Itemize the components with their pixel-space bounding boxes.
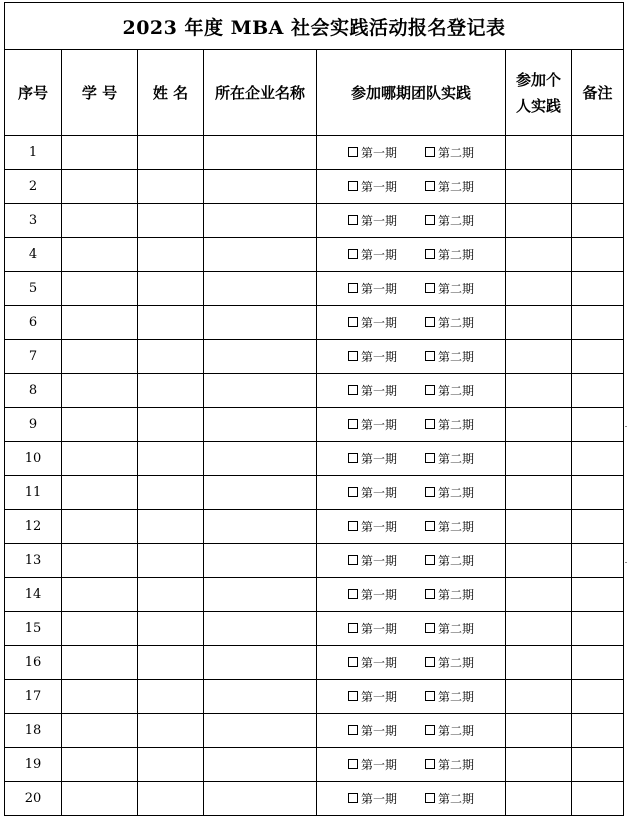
phase1-label: 第一期: [360, 723, 397, 738]
remarks-cell[interactable]: [572, 170, 624, 204]
table-row: [5, 578, 624, 612]
checkbox-icon: [348, 215, 358, 225]
company-cell[interactable]: [204, 578, 317, 612]
form-title: 2023 年度 MBA 社会实践活动报名登记表: [5, 3, 624, 50]
phase2-checkbox[interactable]: [425, 212, 474, 229]
team-phase-cell: [317, 374, 506, 408]
remarks-cell[interactable]: [572, 306, 624, 340]
student-id-cell[interactable]: [62, 340, 138, 374]
checkbox-icon: [425, 555, 435, 565]
student-id-cell[interactable]: [62, 782, 138, 816]
individual-cell[interactable]: [506, 306, 572, 340]
team-phase-cell: [317, 578, 506, 612]
student-id-cell[interactable]: [62, 306, 138, 340]
phase1-label: 第一期: [360, 689, 397, 704]
student-id-cell[interactable]: [62, 544, 138, 578]
name-cell[interactable]: [138, 578, 204, 612]
phase1-label: 第一期: [360, 519, 397, 534]
table-row: [5, 340, 624, 374]
phase2-label: 第二期: [438, 553, 475, 568]
checkbox-icon: [348, 725, 358, 735]
company-cell[interactable]: [204, 170, 317, 204]
row-number: 8: [5, 374, 62, 408]
company-cell[interactable]: [204, 748, 317, 782]
phase2-label: 第二期: [438, 315, 475, 330]
checkbox-icon: [425, 147, 435, 157]
table-row: [5, 680, 624, 714]
checkbox-icon: [425, 453, 435, 463]
phase2-label: 第二期: [438, 791, 475, 806]
team-phase-cell: [317, 782, 506, 816]
phase1-checkbox[interactable]: [348, 484, 397, 501]
remarks-cell[interactable]: [572, 136, 624, 170]
phase2-checkbox[interactable]: [425, 654, 474, 671]
phase1-label: 第一期: [360, 655, 397, 670]
phase2-label: 第二期: [438, 689, 475, 704]
remarks-cell[interactable]: [572, 782, 624, 816]
team-phase-cell: [317, 238, 506, 272]
table-row: [5, 442, 624, 476]
phase1-checkbox[interactable]: [348, 586, 397, 603]
phase2-label: 第二期: [438, 247, 475, 262]
name-cell[interactable]: [138, 408, 204, 442]
name-cell[interactable]: [138, 170, 204, 204]
company-cell[interactable]: [204, 306, 317, 340]
row-number: 6: [5, 306, 62, 340]
row-number: 17: [5, 680, 62, 714]
student-id-cell[interactable]: [62, 408, 138, 442]
phase1-label: 第一期: [360, 315, 397, 330]
student-id-cell[interactable]: [62, 714, 138, 748]
row-number: 16: [5, 646, 62, 680]
form-rows: [5, 136, 624, 816]
individual-cell[interactable]: [506, 476, 572, 510]
team-phase-cell: [317, 680, 506, 714]
company-cell[interactable]: [204, 204, 317, 238]
checkbox-icon: [348, 589, 358, 599]
registration-form: [4, 2, 623, 816]
checkbox-icon: [425, 589, 435, 599]
company-cell[interactable]: [204, 476, 317, 510]
student-id-cell[interactable]: [62, 238, 138, 272]
table-row: [5, 714, 624, 748]
header-row: [5, 50, 624, 136]
header-team-phase: 参加哪期团队实践: [317, 50, 506, 136]
company-cell[interactable]: [204, 544, 317, 578]
name-cell[interactable]: [138, 136, 204, 170]
table-row: [5, 476, 624, 510]
phase2-label: 第二期: [438, 213, 475, 228]
name-cell[interactable]: [138, 782, 204, 816]
table-row: [5, 782, 624, 816]
individual-cell[interactable]: [506, 748, 572, 782]
table-row: [5, 238, 624, 272]
phase1-label: 第一期: [360, 621, 397, 636]
checkbox-icon: [348, 351, 358, 361]
phase2-checkbox[interactable]: [425, 722, 474, 739]
phase1-checkbox[interactable]: [348, 416, 397, 433]
phase1-checkbox[interactable]: [348, 688, 397, 705]
remarks-cell[interactable]: [572, 442, 624, 476]
table-row: [5, 272, 624, 306]
remarks-cell[interactable]: [572, 272, 624, 306]
phase1-label: 第一期: [360, 757, 397, 772]
name-cell[interactable]: [138, 612, 204, 646]
phase1-label: 第一期: [360, 213, 397, 228]
row-number: 15: [5, 612, 62, 646]
individual-cell[interactable]: [506, 612, 572, 646]
checkbox-icon: [425, 725, 435, 735]
phase1-checkbox[interactable]: [348, 246, 397, 263]
phase2-checkbox[interactable]: [425, 620, 474, 637]
name-cell[interactable]: [138, 204, 204, 238]
checkbox-icon: [348, 793, 358, 803]
company-cell[interactable]: [204, 238, 317, 272]
remarks-cell[interactable]: [572, 680, 624, 714]
header-individual: [506, 50, 572, 136]
individual-cell[interactable]: [506, 510, 572, 544]
row-number: 20: [5, 782, 62, 816]
phase1-checkbox[interactable]: [348, 756, 397, 773]
checkbox-icon: [425, 351, 435, 361]
phase2-label: 第二期: [438, 179, 475, 194]
phase1-label: 第一期: [360, 791, 397, 806]
team-phase-cell: [317, 646, 506, 680]
student-id-cell[interactable]: [62, 510, 138, 544]
remarks-cell[interactable]: [572, 204, 624, 238]
individual-cell[interactable]: [506, 204, 572, 238]
phase2-label: 第二期: [438, 655, 475, 670]
table-row: [5, 204, 624, 238]
remarks-cell[interactable]: [572, 646, 624, 680]
phase1-checkbox[interactable]: [348, 450, 397, 467]
team-phase-cell: [317, 136, 506, 170]
checkbox-icon: [425, 657, 435, 667]
company-cell[interactable]: [204, 510, 317, 544]
company-cell[interactable]: [204, 442, 317, 476]
team-phase-cell: [317, 170, 506, 204]
student-id-cell[interactable]: [62, 136, 138, 170]
row-number: 2: [5, 170, 62, 204]
name-cell[interactable]: [138, 238, 204, 272]
name-cell[interactable]: [138, 748, 204, 782]
student-id-cell[interactable]: [62, 578, 138, 612]
name-cell[interactable]: [138, 272, 204, 306]
checkbox-icon: [425, 419, 435, 429]
checkbox-icon: [348, 487, 358, 497]
phase2-checkbox[interactable]: [425, 484, 474, 501]
phase1-label: 第一期: [360, 247, 397, 262]
row-number: 13: [5, 544, 62, 578]
name-cell[interactable]: [138, 374, 204, 408]
student-id-cell[interactable]: [62, 272, 138, 306]
row-number: 14: [5, 578, 62, 612]
checkbox-icon: [425, 759, 435, 769]
company-cell[interactable]: [204, 680, 317, 714]
phase2-label: 第二期: [438, 723, 475, 738]
individual-cell[interactable]: [506, 714, 572, 748]
checkbox-icon: [348, 759, 358, 769]
remarks-cell[interactable]: [572, 374, 624, 408]
phase1-checkbox[interactable]: [348, 348, 397, 365]
header-remarks: 备注: [572, 50, 624, 136]
table-row: [5, 646, 624, 680]
checkbox-icon: [425, 691, 435, 701]
individual-cell[interactable]: [506, 782, 572, 816]
company-cell[interactable]: [204, 340, 317, 374]
header-company: 所在企业名称: [204, 50, 317, 136]
phase2-label: 第二期: [438, 451, 475, 466]
checkbox-icon: [348, 691, 358, 701]
header-name: 姓 名: [138, 50, 204, 136]
student-id-cell[interactable]: [62, 680, 138, 714]
phase1-label: 第一期: [360, 553, 397, 568]
row-number: 12: [5, 510, 62, 544]
name-cell[interactable]: [138, 646, 204, 680]
phase1-label: 第一期: [360, 145, 397, 160]
company-cell[interactable]: [204, 136, 317, 170]
phase2-checkbox[interactable]: [425, 280, 474, 297]
name-cell[interactable]: [138, 510, 204, 544]
individual-cell[interactable]: [506, 408, 572, 442]
company-cell[interactable]: [204, 646, 317, 680]
table-row: [5, 306, 624, 340]
row-number: 4: [5, 238, 62, 272]
company-cell[interactable]: [204, 408, 317, 442]
phase2-checkbox[interactable]: [425, 518, 474, 535]
individual-cell[interactable]: [506, 374, 572, 408]
phase2-checkbox[interactable]: [425, 688, 474, 705]
team-phase-cell: [317, 340, 506, 374]
individual-cell[interactable]: [506, 170, 572, 204]
individual-cell[interactable]: [506, 238, 572, 272]
phase2-checkbox[interactable]: [425, 314, 474, 331]
checkbox-icon: [425, 215, 435, 225]
checkbox-icon: [348, 555, 358, 565]
name-cell[interactable]: [138, 306, 204, 340]
checkbox-icon: [425, 487, 435, 497]
individual-cell[interactable]: [506, 272, 572, 306]
table-row: [5, 136, 624, 170]
phase1-label: 第一期: [360, 179, 397, 194]
checkbox-icon: [348, 317, 358, 327]
student-id-cell[interactable]: [62, 612, 138, 646]
row-number: 7: [5, 340, 62, 374]
student-id-cell[interactable]: [62, 170, 138, 204]
header-individual-label: 参加个人实践: [515, 70, 561, 115]
student-id-cell[interactable]: [62, 476, 138, 510]
team-phase-cell: [317, 544, 506, 578]
team-phase-cell: [317, 476, 506, 510]
individual-cell[interactable]: [506, 544, 572, 578]
student-id-cell[interactable]: [62, 442, 138, 476]
student-id-cell[interactable]: [62, 646, 138, 680]
name-cell[interactable]: [138, 476, 204, 510]
table-row: [5, 544, 624, 578]
checkbox-icon: [425, 317, 435, 327]
checkbox-icon: [425, 385, 435, 395]
checkbox-icon: [348, 623, 358, 633]
phase2-checkbox[interactable]: [425, 348, 474, 365]
phase2-label: 第二期: [438, 587, 475, 602]
table-row: [5, 748, 624, 782]
phase2-label: 第二期: [438, 281, 475, 296]
row-number: 18: [5, 714, 62, 748]
table-row: [5, 612, 624, 646]
checkbox-icon: [348, 419, 358, 429]
phase2-label: 第二期: [438, 621, 475, 636]
header-student-id: 学 号: [62, 50, 138, 136]
remarks-cell[interactable]: [572, 544, 624, 578]
name-cell[interactable]: [138, 680, 204, 714]
phase2-checkbox[interactable]: [425, 450, 474, 467]
team-phase-cell: [317, 408, 506, 442]
phase2-label: 第二期: [438, 349, 475, 364]
individual-cell[interactable]: [506, 680, 572, 714]
phase2-checkbox[interactable]: [425, 790, 474, 807]
phase1-checkbox[interactable]: [348, 144, 397, 161]
checkbox-icon: [348, 147, 358, 157]
individual-cell[interactable]: [506, 136, 572, 170]
checkbox-icon: [425, 249, 435, 259]
phase1-label: 第一期: [360, 349, 397, 364]
row-number: 11: [5, 476, 62, 510]
remarks-cell[interactable]: [572, 578, 624, 612]
phase1-checkbox[interactable]: [348, 654, 397, 671]
checkbox-icon: [348, 181, 358, 191]
phase1-checkbox[interactable]: [348, 212, 397, 229]
header-seq: 序号: [5, 50, 62, 136]
phase2-checkbox[interactable]: [425, 382, 474, 399]
team-phase-cell: [317, 306, 506, 340]
phase1-label: 第一期: [360, 587, 397, 602]
team-phase-cell: [317, 510, 506, 544]
remarks-cell[interactable]: [572, 612, 624, 646]
name-cell[interactable]: [138, 544, 204, 578]
remarks-cell[interactable]: [572, 476, 624, 510]
individual-cell[interactable]: [506, 578, 572, 612]
checkbox-icon: [348, 283, 358, 293]
checkbox-icon: [425, 793, 435, 803]
table-row: [5, 510, 624, 544]
company-cell[interactable]: [204, 272, 317, 306]
phase1-checkbox[interactable]: [348, 722, 397, 739]
individual-cell[interactable]: [506, 646, 572, 680]
remarks-cell[interactable]: [572, 714, 624, 748]
remarks-cell[interactable]: [572, 340, 624, 374]
phase1-label: 第一期: [360, 383, 397, 398]
phase1-label: 第一期: [360, 451, 397, 466]
remarks-cell[interactable]: [572, 748, 624, 782]
phase2-checkbox[interactable]: [425, 246, 474, 263]
phase2-label: 第二期: [438, 519, 475, 534]
phase2-label: 第二期: [438, 417, 475, 432]
row-number: 10: [5, 442, 62, 476]
checkbox-icon: [348, 657, 358, 667]
team-phase-cell: [317, 714, 506, 748]
checkbox-icon: [348, 453, 358, 463]
checkbox-icon: [425, 181, 435, 191]
phase2-checkbox[interactable]: [425, 756, 474, 773]
checkbox-icon: [425, 521, 435, 531]
phase2-checkbox[interactable]: [425, 178, 474, 195]
company-cell[interactable]: [204, 782, 317, 816]
phase2-checkbox[interactable]: [425, 552, 474, 569]
phase1-label: 第一期: [360, 281, 397, 296]
phase2-label: 第二期: [438, 757, 475, 772]
individual-cell[interactable]: [506, 442, 572, 476]
row-number: 5: [5, 272, 62, 306]
phase2-checkbox[interactable]: [425, 416, 474, 433]
table-row: [5, 170, 624, 204]
phase1-checkbox[interactable]: [348, 280, 397, 297]
remarks-cell[interactable]: [572, 238, 624, 272]
student-id-cell[interactable]: [62, 374, 138, 408]
individual-cell[interactable]: [506, 340, 572, 374]
phase1-checkbox[interactable]: [348, 620, 397, 637]
team-phase-cell: [317, 442, 506, 476]
phase2-checkbox[interactable]: [425, 144, 474, 161]
company-cell[interactable]: [204, 714, 317, 748]
phase1-checkbox[interactable]: [348, 518, 397, 535]
checkbox-icon: [348, 249, 358, 259]
checkbox-icon: [425, 623, 435, 633]
checkbox-icon: [425, 283, 435, 293]
team-phase-cell: [317, 612, 506, 646]
phase1-checkbox[interactable]: [348, 382, 397, 399]
row-number: 3: [5, 204, 62, 238]
phase1-label: 第一期: [360, 485, 397, 500]
team-phase-cell: [317, 204, 506, 238]
company-cell[interactable]: [204, 374, 317, 408]
phase1-checkbox[interactable]: [348, 552, 397, 569]
registration-table: [4, 2, 624, 816]
remarks-cell[interactable]: [572, 408, 624, 442]
name-cell[interactable]: [138, 442, 204, 476]
phase1-checkbox[interactable]: [348, 314, 397, 331]
row-number: 19: [5, 748, 62, 782]
table-row: [5, 374, 624, 408]
name-cell[interactable]: [138, 340, 204, 374]
phase2-label: 第二期: [438, 145, 475, 160]
row-number: 1: [5, 136, 62, 170]
phase1-checkbox[interactable]: [348, 178, 397, 195]
name-cell[interactable]: [138, 714, 204, 748]
student-id-cell[interactable]: [62, 748, 138, 782]
row-number: 9: [5, 408, 62, 442]
remarks-cell[interactable]: [572, 510, 624, 544]
phase1-checkbox[interactable]: [348, 790, 397, 807]
phase2-checkbox[interactable]: [425, 586, 474, 603]
table-row: [5, 408, 624, 442]
student-id-cell[interactable]: [62, 204, 138, 238]
checkbox-icon: [348, 521, 358, 531]
team-phase-cell: [317, 272, 506, 306]
company-cell[interactable]: [204, 612, 317, 646]
team-phase-cell: [317, 748, 506, 782]
phase2-label: 第二期: [438, 383, 475, 398]
phase1-label: 第一期: [360, 417, 397, 432]
phase2-label: 第二期: [438, 485, 475, 500]
checkbox-icon: [348, 385, 358, 395]
